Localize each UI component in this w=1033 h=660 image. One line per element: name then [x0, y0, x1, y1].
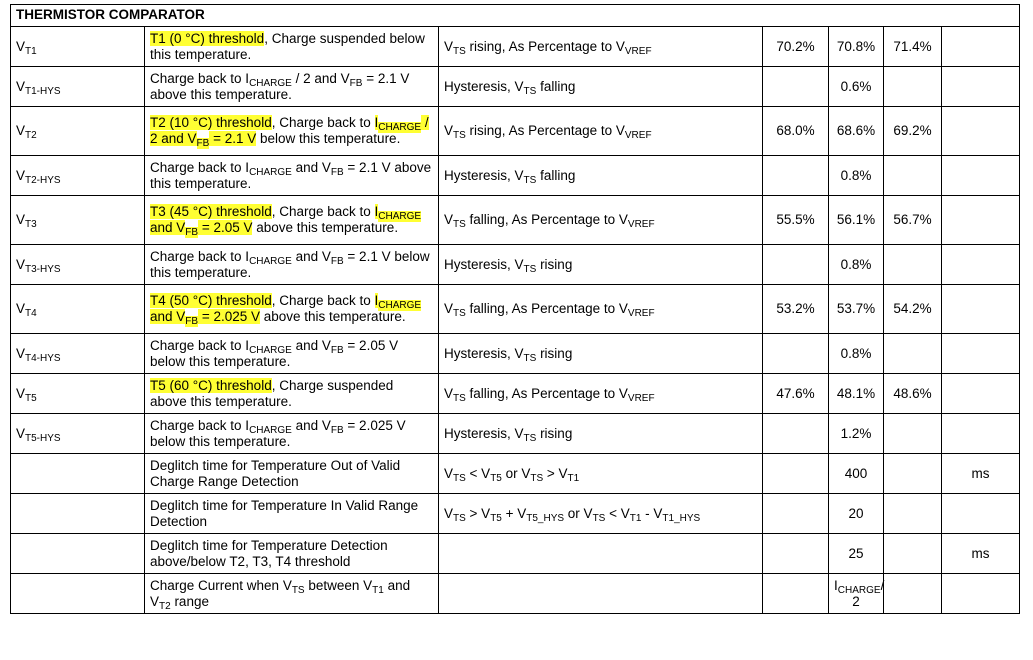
parameter-text: T2	[159, 600, 171, 612]
condition-text: TS	[592, 512, 606, 524]
symbol-text: T2-HYS	[25, 174, 61, 186]
typ-text: / 2	[852, 577, 885, 609]
parameter-text: between V	[304, 577, 373, 593]
condition-text: TS	[453, 472, 466, 484]
min-cell	[763, 67, 829, 107]
table-row	[11, 67, 1020, 107]
section-title: THERMISTOR COMPARATOR	[11, 5, 1020, 27]
condition-text: Hysteresis, V	[444, 167, 524, 183]
parameter-cell	[145, 67, 439, 107]
typ-cell: 1.2%	[829, 414, 884, 454]
condition-text: TS	[523, 174, 537, 186]
min-cell: 68.0%	[763, 107, 829, 156]
max-cell	[884, 67, 942, 107]
parameter-cell	[145, 196, 439, 245]
parameter-text: and V	[150, 309, 186, 324]
symbol-text: V	[16, 78, 26, 94]
symbol-cell	[11, 574, 145, 614]
condition-text: rising	[536, 345, 573, 361]
typ-text: I	[834, 577, 838, 593]
typ-text: CHARGE	[837, 584, 881, 596]
symbol-cell	[11, 245, 145, 285]
condition-text: TS	[453, 219, 466, 230]
parameter-text: Charge back to I	[150, 159, 250, 175]
typ-cell	[829, 574, 884, 614]
condition-text: rising	[536, 425, 573, 441]
min-cell: 53.2%	[763, 285, 829, 334]
condition-text: V	[444, 301, 454, 316]
unit-cell	[942, 196, 1020, 245]
min-cell	[763, 156, 829, 196]
table-row	[11, 454, 1020, 494]
parameter-text: FB	[330, 255, 344, 267]
unit-cell	[942, 156, 1020, 196]
unit-cell	[942, 245, 1020, 285]
max-cell	[884, 494, 942, 534]
parameter-text: I	[374, 204, 379, 219]
typ-cell: 25	[829, 534, 884, 574]
condition-text: VREF	[624, 130, 652, 141]
condition-cell	[439, 574, 763, 614]
max-cell	[884, 414, 942, 454]
condition-text: V	[444, 38, 454, 54]
condition-cell	[439, 494, 763, 534]
condition-cell	[439, 67, 763, 107]
max-cell: 71.4%	[884, 27, 942, 67]
symbol-text: T3-HYS	[25, 263, 61, 275]
symbol-text: V	[16, 212, 26, 227]
parameter-text: and V	[150, 577, 411, 609]
symbol-text: V	[16, 167, 26, 183]
parameter-text: = 2.05 V	[198, 220, 253, 235]
symbol-cell	[11, 334, 145, 374]
table-row	[11, 374, 1020, 414]
symbol-text: V	[16, 256, 26, 272]
condition-text: falling	[536, 78, 576, 94]
parameter-text: , Charge suspended below this temperature.	[150, 30, 425, 62]
section-header-row	[11, 5, 1020, 27]
table-row	[11, 285, 1020, 334]
parameter-text: = 2.05 V below this temperature.	[150, 337, 399, 369]
parameter-text: and V	[291, 337, 331, 353]
condition-text: falling, As Percentage to V	[465, 385, 628, 401]
symbol-text: V	[16, 123, 26, 138]
condition-cell	[439, 374, 763, 414]
parameter-text: = 2.1 V below this temperature.	[150, 248, 430, 280]
condition-text: < V	[465, 465, 491, 481]
parameter-text: CHARGE	[249, 344, 292, 356]
parameter-text: TS	[291, 584, 305, 596]
parameter-text: FB	[330, 424, 344, 436]
parameter-text: above this temperature.	[252, 220, 399, 235]
typ-cell: 0.8%	[829, 334, 884, 374]
condition-text: or V	[501, 465, 531, 481]
condition-cell	[439, 196, 763, 245]
condition-text: VREF	[624, 45, 652, 57]
symbol-text: T3	[25, 219, 37, 230]
parameter-cell	[145, 156, 439, 196]
max-cell	[884, 454, 942, 494]
parameter-text: and V	[291, 159, 331, 175]
table-row	[11, 156, 1020, 196]
condition-cell	[439, 285, 763, 334]
parameter-text: = 2.1 V above this temperature.	[150, 70, 410, 102]
symbol-cell	[11, 454, 145, 494]
parameter-text: , Charge back to	[271, 293, 375, 308]
table-row	[11, 534, 1020, 574]
parameter-cell	[145, 494, 439, 534]
unit-cell: ms	[942, 454, 1020, 494]
max-cell	[884, 156, 942, 196]
condition-text: Hysteresis, V	[444, 78, 524, 94]
condition-text: + V	[501, 505, 527, 521]
parameter-text: and V	[150, 220, 186, 235]
parameter-text: I	[374, 115, 379, 130]
parameter-text: below this temperature.	[256, 131, 401, 146]
symbol-cell	[11, 196, 145, 245]
parameter-text: Charge back to I	[150, 337, 250, 353]
symbol-text: T2	[25, 130, 37, 141]
typ-cell: 400	[829, 454, 884, 494]
condition-text: < V	[605, 505, 630, 521]
parameter-text: CHARGE	[249, 255, 292, 267]
parameter-cell	[145, 107, 439, 156]
max-cell: 48.6%	[884, 374, 942, 414]
parameter-text: = 2.1 V above this temperature.	[150, 159, 432, 191]
max-cell: 69.2%	[884, 107, 942, 156]
parameter-text: FB	[330, 344, 344, 356]
condition-text: V	[444, 505, 454, 521]
condition-text: TS	[530, 472, 544, 484]
parameter-text: , Charge suspended above this temperature.	[150, 377, 394, 409]
condition-text: VREF	[627, 219, 655, 230]
table-row	[11, 494, 1020, 534]
parameter-text: CHARGE	[249, 77, 292, 89]
unit-cell	[942, 414, 1020, 454]
symbol-text: V	[16, 385, 26, 401]
condition-text: T1	[567, 472, 580, 484]
condition-cell	[439, 27, 763, 67]
parameter-cell	[145, 285, 439, 334]
condition-text: or V	[564, 505, 593, 521]
table-row	[11, 196, 1020, 245]
parameter-cell	[145, 334, 439, 374]
condition-text: falling, As Percentage to V	[465, 212, 628, 227]
condition-text: TS	[523, 432, 537, 444]
condition-text: rising, As Percentage to V	[465, 123, 625, 138]
min-cell: 55.5%	[763, 196, 829, 245]
condition-text: TS	[523, 263, 537, 275]
condition-cell	[439, 414, 763, 454]
parameter-text: I	[374, 293, 379, 308]
typ-cell: 0.6%	[829, 67, 884, 107]
table-row	[11, 574, 1020, 614]
unit-cell	[942, 494, 1020, 534]
parameter-cell	[145, 534, 439, 574]
parameter-text: T2 (10 °C) threshold	[150, 115, 272, 130]
condition-text: TS	[453, 130, 466, 141]
parameter-text: Charge back to I	[150, 417, 250, 433]
min-cell	[763, 454, 829, 494]
symbol-cell	[11, 285, 145, 334]
condition-text: TS	[453, 512, 466, 524]
parameter-text: T4 (50 °C) threshold	[150, 293, 272, 308]
symbol-cell	[11, 67, 145, 107]
table-row	[11, 414, 1020, 454]
condition-text: > V	[543, 465, 568, 481]
parameter-text: FB	[196, 138, 210, 149]
parameter-text: = 2.025 V	[198, 309, 260, 324]
typ-cell: 56.1%	[829, 196, 884, 245]
symbol-text: V	[16, 425, 26, 441]
condition-text: V	[444, 385, 454, 401]
max-cell	[884, 534, 942, 574]
min-cell	[763, 534, 829, 574]
unit-cell	[942, 27, 1020, 67]
condition-text: VREF	[627, 308, 655, 319]
condition-text: Hysteresis, V	[444, 345, 524, 361]
spec-table	[10, 4, 1020, 614]
min-cell	[763, 494, 829, 534]
parameter-text: and V	[291, 417, 331, 433]
table-row	[11, 107, 1020, 156]
parameter-text: Deglitch time for Temperature Out of Valid Charge Range Detection	[150, 457, 401, 489]
condition-cell	[439, 534, 763, 574]
parameter-cell	[145, 245, 439, 285]
parameter-text: CHARGE	[378, 211, 422, 222]
symbol-text: T4-HYS	[25, 352, 61, 364]
parameter-cell	[145, 27, 439, 67]
symbol-cell	[11, 107, 145, 156]
min-cell	[763, 334, 829, 374]
max-cell: 56.7%	[884, 196, 942, 245]
parameter-text: FB	[330, 166, 344, 178]
condition-cell	[439, 107, 763, 156]
parameter-text: CHARGE	[378, 122, 422, 133]
unit-cell	[942, 574, 1020, 614]
parameter-text: CHARGE	[249, 166, 292, 178]
typ-cell: 53.7%	[829, 285, 884, 334]
parameter-text: FB	[185, 227, 199, 238]
parameter-text: CHARGE	[249, 424, 292, 436]
condition-text: TS	[523, 352, 537, 364]
condition-cell	[439, 334, 763, 374]
parameter-text: CHARGE	[378, 300, 422, 311]
condition-text: V	[444, 212, 454, 227]
typ-cell: 0.8%	[829, 156, 884, 196]
max-cell: 54.2%	[884, 285, 942, 334]
typ-cell: 0.8%	[829, 245, 884, 285]
parameter-text: = 2.025 V below this temperature.	[150, 417, 406, 449]
unit-cell	[942, 374, 1020, 414]
condition-text: T5	[490, 512, 502, 524]
condition-text: TS	[453, 392, 466, 404]
condition-text: TS	[523, 85, 537, 97]
max-cell	[884, 245, 942, 285]
condition-text: V	[444, 465, 454, 481]
typ-cell: 48.1%	[829, 374, 884, 414]
parameter-text: Charge back to I	[150, 248, 250, 264]
unit-cell: ms	[942, 534, 1020, 574]
parameter-text: Deglitch time for Temperature In Valid Range Detection	[150, 497, 419, 529]
condition-text: rising, As Percentage to V	[465, 38, 625, 54]
parameter-text: Charge back to I	[150, 70, 250, 86]
parameter-cell	[145, 374, 439, 414]
parameter-text: = 2.1 V	[209, 131, 257, 146]
condition-text: falling, As Percentage to V	[465, 301, 628, 316]
max-cell	[884, 574, 942, 614]
table-row	[11, 27, 1020, 67]
min-cell	[763, 414, 829, 454]
min-cell: 70.2%	[763, 27, 829, 67]
min-cell: 47.6%	[763, 374, 829, 414]
unit-cell	[942, 334, 1020, 374]
parameter-text: / 2 and V	[291, 70, 350, 86]
parameter-cell	[145, 414, 439, 454]
min-cell	[763, 245, 829, 285]
unit-cell	[942, 285, 1020, 334]
symbol-text: T4	[25, 308, 37, 319]
symbol-cell	[11, 494, 145, 534]
typ-cell: 20	[829, 494, 884, 534]
condition-cell	[439, 454, 763, 494]
symbol-cell	[11, 27, 145, 67]
typ-cell: 68.6%	[829, 107, 884, 156]
symbol-text: T5-HYS	[25, 432, 61, 444]
symbol-cell	[11, 414, 145, 454]
symbol-text: T1	[25, 45, 37, 57]
parameter-text: range	[170, 593, 209, 609]
condition-text: T5	[490, 472, 502, 484]
symbol-cell	[11, 374, 145, 414]
condition-text: falling	[536, 167, 576, 183]
unit-cell	[942, 107, 1020, 156]
parameter-text: , Charge back to	[271, 204, 375, 219]
parameter-text: FB	[349, 77, 363, 89]
max-cell	[884, 334, 942, 374]
condition-text: Hysteresis, V	[444, 425, 524, 441]
symbol-text: V	[16, 301, 26, 316]
symbol-text: T1-HYS	[25, 85, 61, 97]
condition-text: T5_HYS	[526, 512, 565, 524]
symbol-cell	[11, 534, 145, 574]
symbol-cell	[11, 156, 145, 196]
parameter-text: T1 (0 °C) threshold	[150, 30, 265, 46]
typ-cell: 70.8%	[829, 27, 884, 67]
condition-text: Hysteresis, V	[444, 256, 524, 272]
symbol-text: T5	[25, 392, 37, 404]
condition-text: TS	[453, 45, 466, 57]
parameter-text: Deglitch time for Temperature Detection above/below T2, T3, T4 threshold	[150, 537, 388, 569]
parameter-text: , Charge back to	[271, 115, 375, 130]
parameter-cell	[145, 454, 439, 494]
parameter-text: FB	[185, 316, 199, 327]
condition-text: - V	[641, 505, 663, 521]
unit-cell	[942, 67, 1020, 107]
parameter-text: Charge Current when V	[150, 577, 292, 593]
condition-text: TS	[453, 308, 466, 319]
min-cell	[763, 574, 829, 614]
parameter-text: T5 (60 °C) threshold	[150, 377, 272, 393]
symbol-text: V	[16, 38, 26, 54]
table-row	[11, 245, 1020, 285]
parameter-text: above this temperature.	[260, 309, 406, 324]
condition-text: T1	[629, 512, 642, 524]
condition-cell	[439, 245, 763, 285]
symbol-text: V	[16, 345, 26, 361]
condition-text: > V	[465, 505, 491, 521]
parameter-text: / 2 and V	[150, 115, 429, 146]
parameter-text: and V	[291, 248, 331, 264]
condition-text: rising	[536, 256, 573, 272]
condition-cell	[439, 156, 763, 196]
condition-text: T1_HYS	[662, 512, 701, 524]
table-row	[11, 334, 1020, 374]
condition-text: V	[444, 123, 454, 138]
parameter-text: T1	[372, 584, 384, 596]
parameter-cell	[145, 574, 439, 614]
condition-text: VREF	[627, 392, 655, 404]
parameter-text: T3 (45 °C) threshold	[150, 204, 272, 219]
